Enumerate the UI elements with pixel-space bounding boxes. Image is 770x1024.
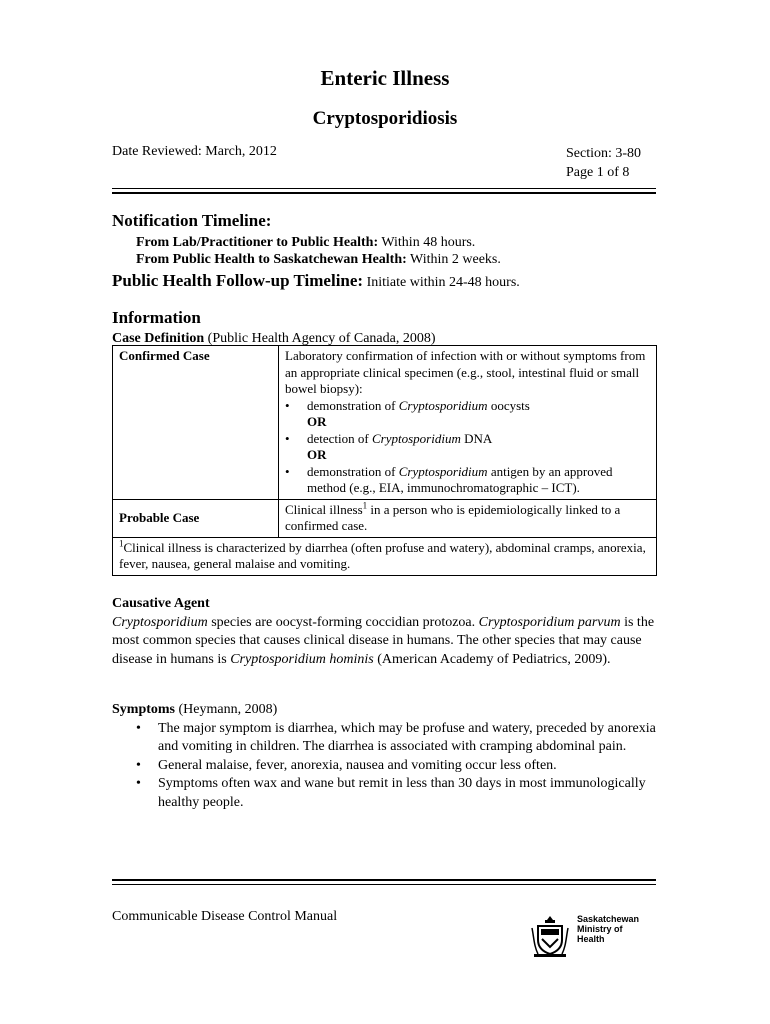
list-item: • demonstration of Cryptosporidium antigen by an approved method (e.g., EIA, immunochromatographic – ICT).: [307, 464, 650, 497]
causative-agent-heading: Causative Agent: [112, 596, 210, 611]
causative-agent-text: Cryptosporidium species are oocyst-forming coccidian protozoa. Cryptosporidium parvum is the most common species that causes clinical disease in humans. The other species that may cause disease in humans is Cryptosporidium hominis (American Academy of Pediatrics, 2009).: [112, 614, 655, 667]
notification-line-1-value: Within 48 hours.: [378, 235, 476, 250]
section-number: Section: 3-80: [566, 146, 642, 161]
followup-heading-label: Public Health Follow-up Timeline:: [112, 271, 364, 290]
header-rule-thick: [112, 192, 656, 194]
symptoms-heading: Symptoms: [112, 702, 176, 717]
coat-of-arms-icon: [530, 914, 570, 958]
confirmed-case-criteria: [285, 464, 650, 497]
notification-line-2-label: From Public Health to Saskatchewan Health:: [136, 252, 407, 267]
ministry-logo-text: Saskatchewan Ministry of Health: [577, 914, 640, 944]
list-item: • demonstration of Cryptosporidium oocysts: [307, 398, 650, 415]
date-reviewed: Date Reviewed: March, 2012: [112, 144, 277, 159]
case-definition-label: Case Definition: [112, 331, 205, 346]
followup-heading: [112, 271, 520, 291]
or-separator: OR: [307, 447, 327, 462]
notification-line-2: [136, 252, 501, 268]
list-item: • General malaise, fever, anorexia, nausea and vomiting occur less often.: [158, 757, 660, 776]
followup-heading-value: Initiate within 24-48 hours.: [363, 275, 520, 290]
header-rule: [112, 188, 656, 189]
list-item: • detection of Cryptosporidium DNA: [307, 431, 650, 448]
footer-rule-thick: [112, 879, 656, 881]
confirmed-case-definition: [279, 346, 657, 500]
page-number: Page 1 of 8: [566, 165, 630, 180]
symptoms-reference: (Heymann, 2008): [175, 702, 278, 717]
table-row: [113, 537, 657, 575]
footer-manual-title: Communicable Disease Control Manual: [112, 909, 338, 924]
table-row: [113, 346, 657, 500]
table-footnote: $^1$Clinical illness is characterized by diarrhea (often profuse and watery), abdominal cramps, anorexia, fever, nausea, general malaise and vomiting.: [113, 537, 657, 575]
information-heading: Information: [112, 308, 201, 327]
table-row: [113, 499, 657, 537]
symptoms-section: [112, 701, 660, 812]
section-info: [566, 144, 641, 182]
notification-line-1: [136, 235, 475, 251]
notification-line-1-label: From Lab/Practitioner to Public Health:: [136, 235, 379, 250]
confirmed-case-label: Confirmed Case: [113, 346, 279, 500]
case-definition-table: [112, 345, 657, 576]
probable-case-label: Probable Case: [113, 499, 279, 537]
probable-case-definition: Clinical illness$^1$ in a person who is epidemiologically linked to a confirmed case.: [279, 499, 657, 537]
list-item: • Symptoms often wax and wane but remit in less than 30 days in most immunologically healthy people.: [158, 775, 660, 812]
page-title: Enteric Illness: [320, 66, 450, 90]
or-separator: OR: [307, 414, 327, 429]
list-item: • The major symptom is diarrhea, which may be profuse and watery, preceded by anorexia and vomiting in children. The diarrhea is associated with cramping abdominal pain.: [158, 720, 660, 757]
causative-agent-section: [112, 595, 660, 669]
page-subtitle: Cryptosporidiosis: [312, 108, 458, 129]
notification-line-2-value: Within 2 weeks.: [406, 252, 501, 267]
case-definition-source: (Public Health Agency of Canada, 2008): [204, 331, 436, 346]
confirmed-case-intro: Laboratory confirmation of infection with or without symptoms from an appropriate clinical specimen (e.g., stool, intestinal fluid or small bowel biopsy):: [285, 348, 646, 396]
notification-heading: Notification Timeline:: [112, 211, 272, 230]
confirmed-case-criteria: [285, 431, 650, 448]
confirmed-case-criteria: [285, 398, 650, 415]
symptoms-list: [112, 720, 660, 813]
symptoms-heading-line: [112, 701, 660, 720]
footer-rule: [112, 884, 656, 885]
